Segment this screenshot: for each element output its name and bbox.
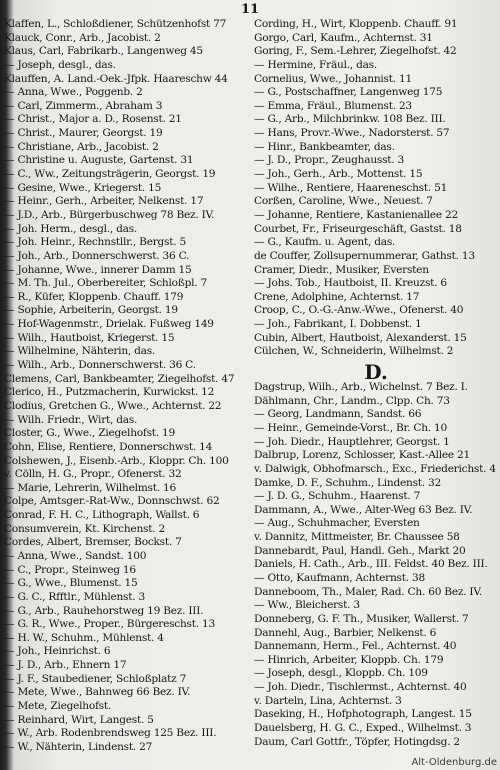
directory-entry: — Johanne, Rentiere, Kastanienallee 22 [254, 208, 458, 221]
directory-entry: Daum, Carl Gottfr., Töpfer, Hotingdsg. 2 [254, 735, 460, 748]
directory-entry: Crene, Adolphine, Achternst. 17 [254, 290, 420, 303]
directory-entry: Goring, F., Sem.-Lehrer, Ziegelhofst. 42 [254, 45, 457, 58]
directory-entry: Daniels, H. Cath., Arb., III. Feldst. 40 Bez. III. [254, 558, 488, 571]
directory-entry: — G. C., Rfftlr., Mühlenst. 3 [4, 590, 145, 603]
directory-entry: — Hinrich, Arbeiter, Kloppb. Ch. 179 [254, 653, 444, 666]
directory-entry: — Mete, Ziegelhofst. [4, 700, 111, 713]
directory-entry: — Joh. Herm., desgl., das. [4, 222, 138, 235]
directory-entry: — G., Wwe., Blumenst. 15 [4, 577, 138, 590]
directory-entry: — Hermine, Fräul., das. [254, 58, 377, 71]
directory-entry: — Heinr., Gerh., Arbeiter, Nelkenst. 17 [4, 195, 204, 208]
directory-entry: — G., Kaufm. u. Agent, das. [254, 236, 396, 249]
directory-entry: — Johs. Tob., Hautboist, II. Kreuzst. 6 [254, 277, 447, 290]
directory-entry: Daseking, H., Hofphotograph, Langest. 15 [254, 708, 472, 721]
directory-entry: — G., Postschaffner, Langenweg 175 [254, 86, 443, 99]
directory-entry: — Otto, Kaufmann, Achternst. 38 [254, 571, 425, 584]
directory-entry: Dalbrup, Lorenz, Schlosser, Kast.-Allee 21 [254, 449, 471, 462]
directory-entry: Dählmann, Chr., Landm., Clpp. Ch. 73 [254, 394, 450, 407]
directory-entry: — C., Ww., Zeitungsträgerin, Georgst. 19 [4, 168, 216, 181]
directory-entry: Croop, C., O.-G.-Anw.-Wwe., Ofenerst. 40 [254, 304, 464, 317]
directory-entry: Closter, G., Wwe., Ziegelhofst. 19 [4, 427, 175, 440]
directory-entry: — H. W., Schuhm., Mühlenst. 4 [4, 631, 164, 644]
directory-entry: Dannemann, Herm., Fel., Achternst. 40 [254, 640, 457, 653]
directory-entry: — Hinr., Bankbeamter, das. [254, 140, 395, 153]
directory-entry: — Joh., Fabrikant, I. Dobbenst. 1 [254, 318, 422, 331]
directory-entry: — Wilh., Hautboist, Kriegerst. 15 [4, 331, 175, 344]
directory-entry: — W., Nähterin, Lindenst. 27 [4, 740, 153, 753]
directory-entry: — G. R., Wwe., Proper., Bürgereschst. 13 [4, 618, 215, 631]
directory-entry: Dauelsberg, H. G. C., Exped., Wilhelmst. 3 [254, 722, 472, 735]
directory-entry: — Aug., Schuhmacher, Eversten [254, 517, 420, 530]
directory-entry: — Joh. Diedr., Tischlermst., Achternst. 40 [254, 681, 467, 694]
directory-entry: Colpe, Amtsger.-Rat-Ww., Donnschwst. 62 [4, 495, 220, 508]
directory-entry: Cornelius, Wwe., Johannist. 11 [254, 72, 412, 85]
directory-entry: — R., Küfer, Kloppenb. Chauff. 179 [4, 290, 184, 303]
directory-entry: — Wilh., Arb., Donnerschwerst. 36 C. [4, 359, 196, 372]
directory-entry: v. Dalwigk, Obhofmarsch., Exc., Friederichst. 4 [254, 462, 496, 475]
directory-entry: — Hans, Provr.-Wwe., Nadorsterst. 57 [254, 127, 450, 140]
directory-entry: Gorgo, Carl, Kaufm., Achternst. 31 [254, 31, 433, 44]
directory-entry: Cordes, Albert, Bremser, Bockst. 7 [4, 536, 182, 549]
section-heading: D. [364, 360, 388, 382]
directory-entry: — Joh., Arb., Donnerschwerst. 36 C. [4, 249, 190, 262]
directory-entry: — Mete, Wwe., Bahnweg 66 Bez. IV. [4, 686, 191, 699]
directory-entry: Clerico, H., Putzmacherin, Kurwickst. 12 [4, 386, 215, 399]
watermark: Alt-Oldenburg.de [411, 757, 497, 768]
directory-entry: — Georg, Landmann, Sandst. 66 [254, 408, 422, 421]
directory-entry: Clemens, Carl, Bankbeamter, Ziegelhofst. 47 [4, 372, 235, 385]
directory-entry: — J. D. G., Schuhm., Haarenst. 7 [254, 490, 421, 503]
directory-entry: Klauffen, A. Land.-Oek.-Jfpk. Haareschw 44 [4, 72, 228, 85]
directory-entry: — Wilhelmine, Nähterin, das. [4, 345, 156, 358]
directory-entry: — Wilh. Friedr., Wirt, das. [4, 413, 138, 426]
directory-entry: — Joseph, desgl., das. [4, 58, 116, 71]
directory-entry: — Joseph, desgl., Kloppb. Ch. 109 [254, 667, 428, 680]
directory-entry: — Christ., Major a. D., Rosenst. 21 [4, 113, 182, 126]
directory-entry: Conrad, F. H. C., Lithograph, Wallst. 6 [4, 509, 200, 522]
left-entry-list [4, 18, 250, 755]
directory-entry: — Joh. Diedr., Hauptlehrer, Georgst. 1 [254, 435, 450, 448]
directory-entry: — Ww., Bleicherst. 3 [254, 599, 360, 612]
directory-entry: Cubin, Albert, Hautboist, Alexanderst. 15 [254, 331, 467, 344]
directory-entry: — W., Arb. Rodenbrendsweg 125 Bez. III. [4, 727, 217, 740]
directory-entry: Dagstrup, Wilh., Arb., Wichelnst. 7 Bez. I. [254, 381, 468, 394]
directory-entry: Klaffen, L., Schloßdiener, Schützenhofst 77 [4, 18, 227, 30]
directory-entry: — Johanne, Wwe., innerer Damm 15 [4, 263, 192, 276]
directory-entry: — Anna, Wwe., Sandst. 100 [4, 549, 147, 562]
directory-entry: — G., Arb., Rauhehorstweg 19 Bez. III. [4, 604, 204, 617]
directory-entry: — G., Arb., Milchbrinkw. 108 Bez. III. [254, 113, 446, 126]
directory-entry: Cülchen, W., Schneiderin, Wilhelmst. 2 [254, 345, 454, 358]
directory-entry: Dannebardt, Paul, Handl. Geh., Markt 20 [254, 544, 466, 557]
right-entry-list [254, 18, 498, 749]
directory-entry: — Emma, Fräul., Blumenst. 23 [254, 99, 412, 112]
directory-entry: de Couffer, Zollsupernummerar, Gathst. 13 [254, 249, 475, 262]
directory-entry: Klauck, Conr., Arb., Jacobist. 2 [4, 31, 161, 44]
left-column [4, 18, 250, 763]
directory-entry: v. Darteln, Lina, Achternst. 3 [254, 694, 402, 707]
directory-entry: Dannehl, Aug., Barbier, Nelkenst. 6 [254, 626, 437, 639]
directory-entry: Cohn, Elise, Rentiere, Donnerschwst. 14 [4, 440, 213, 453]
directory-entry: — J. D., Arb., Ehnern 17 [4, 659, 127, 672]
directory-entry: Colshewen, J., Eisenb.-Arb., Kloppr. Ch. 100 [4, 454, 229, 467]
directory-entry: Clodius, Gretchen G., Wwe., Achternst. 22 [4, 399, 222, 412]
directory-entry: Dammann, A., Wwe., Alter-Weg 63 Bez. IV. [254, 503, 473, 516]
directory-entry: — Christiane, Arb., Jacobist. 2 [4, 140, 159, 153]
directory-entry: v. Dannitz, Mittmeister, Br. Chaussee 58 [254, 531, 460, 544]
directory-entry: — Hof-Wagenmstr., Drielak. Fußweg 149 [4, 318, 214, 331]
directory-entry: — Heinr., Gemeinde-Vorst., Br. Ch. 10 [254, 421, 448, 434]
directory-entry: — J. F., Staubediener, Schloßplatz 7 [4, 672, 187, 685]
directory-entry: — Carl, Zimmerm., Abraham 3 [4, 99, 163, 112]
directory-entry: Danneboom, Th., Maler, Rad. Ch. 60 Bez. IV. [254, 585, 483, 598]
directory-entry: Consumverein, Kt. Kirchenst. 2 [4, 522, 165, 535]
directory-entry: Donneberg, G. F. Th., Musiker, Wallerst. 7 [254, 612, 469, 625]
directory-entry: — J.D., Arb., Bürgerbuschweg 78 Bez. IV. [4, 208, 215, 221]
directory-entry: — Wilhe., Rentiere, Haareneschst. 51 [254, 181, 448, 194]
directory-entry: — Marie, Lehrerin, Wilhelmst. 16 [4, 481, 176, 494]
directory-entry: — Anna, Wwe., Poggenb. 2 [4, 86, 143, 99]
right-column [254, 18, 498, 763]
directory-entry: — Sophie, Arbeiterin, Georgst. 19 [4, 304, 178, 317]
directory-entry: Klaus, Carl, Fabrikarb., Langenweg 45 [4, 45, 203, 58]
directory-entry: — Joh., Heinrichst. 6 [4, 645, 111, 658]
directory-entry: v. Cölln, H. G., Propr., Ofenerst. 32 [4, 468, 182, 481]
directory-entry: — Christine u. Auguste, Gartenst. 31 [4, 154, 194, 167]
page-number: 11 [240, 2, 260, 17]
directory-entry: — C., Propr., Steinweg 16 [4, 563, 136, 576]
directory-entry: — M. Th. Jul., Oberbereiter, Schloßpl. 7 [4, 277, 207, 290]
directory-entry: Damke, D. F., Schuhm., Lindenst. 32 [254, 476, 442, 489]
directory-entry: Corßen, Caroline, Wwe., Neuest. 7 [254, 195, 433, 208]
directory-entry: Cramer, Diedr., Musiker, Eversten [254, 263, 429, 276]
directory-entry: — Christ., Maurer, Georgst. 19 [4, 127, 163, 140]
directory-entry: — Gesine, Wwe., Kriegerst. 15 [4, 181, 162, 194]
directory-entry: — Joh., Gerh., Arb., Mottenst. 15 [254, 168, 423, 181]
directory-entry: Cording, H., Wirt, Kloppenb. Chauff. 91 [254, 18, 458, 30]
directory-entry: Courbet, Fr., Friseurgeschäft, Gastst. 18 [254, 222, 462, 235]
directory-entry: — Reinhard, Wirt, Langest. 5 [4, 713, 154, 726]
directory-entry: — Joh. Heinr., Rechnstllr., Bergst. 5 [4, 236, 186, 249]
directory-entry: — J. D., Propr., Zeughausst. 3 [254, 154, 404, 167]
